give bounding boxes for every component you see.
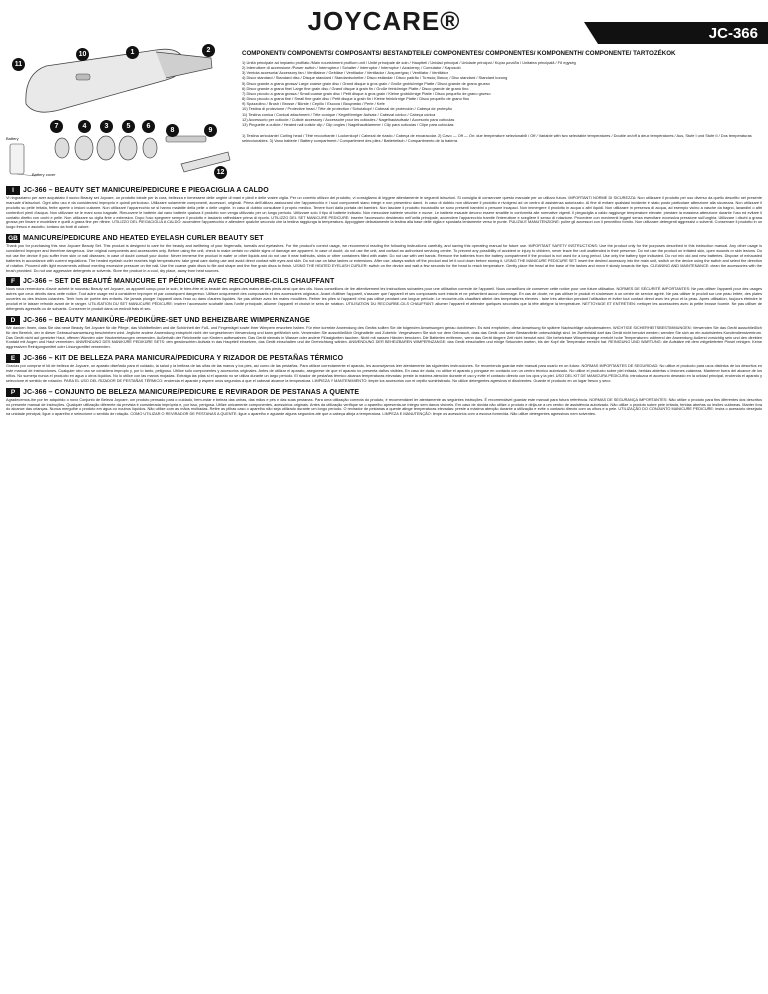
component-item: 1) Unità principale ad impianto profilato /Main nourishment profilum unit / Unité principale de soin / Hauptteil / Unidad principal / Unidade principal / Κύρια μονάδα / Unitatea principală / Fő egység (242, 59, 576, 65)
callout-label: 1 (126, 46, 139, 59)
component-item: 13) Pinguette a cuticle / Heated nail cuticle clip / Clip ongles / Nagelhautklammer / Clip para cutículas / Clipe para cutículas (242, 122, 454, 127)
component-item: 3) Ventola accesoria/ Accessory fan / Ventilateur / Gebläse / Ventilador / Ventilador / Ανεμιστήρας / Ventilator / Ventilátor (242, 70, 449, 76)
component-item: 11) Testina conica / Conical attachment / Tête conique / Kegelförmiger Aufsatz / Cabezal cónico / Cabeça cónica (242, 111, 436, 117)
disc-standard-shape (75, 136, 93, 160)
section-body: Thank you for purchasing this new Joycare Beauty Set. This product is designed to care for the beauty and wellbeing of your fingernails, toenails and eyelashes. For the product's correct usage, we recommend reading the following instructions carefully, and saving this operating manual for future use. IMPORTANT SAFETY INSTRUCTIONS: Use the product only for the purposes described in this instruction manual. Any other usage is considered improper and therefore dangerous. Use original components and accessories only. Before using the unit, check to make certain no visible signs of damage are apparent. In case of doubt, do not use the unit, and contact an authorised servicing centre. To prevent any possibility of accident or injury to children, never leave the unit unattended in their presence. Do not use the product on irritated skin, open wounds or skin lesions. Do not use the device if you suffer from skin or nail diseases; in case of doubt consult your doctor. Never immerse the product in water or other liquids and do not use it near bathtubs, sinks or other containers filled with water. Do not use with wet hands. Remove the batteries from the battery compartment if the product is not used for a long period. Use only the battery type indicated. Do not mix old and new batteries. Dispose of exhausted batteries in accordance with current regulations. The heated eyelash curler reaches high temperatures: take great care during use and avoid direct contact with eyes and skin. Do not use on false lashes or extensions. After use, always switch off the product and let it cool down before storing it. USING THE MANICURE PEDICURE SET: insert the desired accessory into the main unit, switch on the device using the switch and select the direction of rotation. Proceed with light movements without exerting excessive pressure on the nail. Use the coarse grain discs to file and shape and the fine grain discs to finish. USING THE HEATED EYELASH CURLER: switch on the device and wait a few seconds for the head to reach temperature. Gently place the head at the base of the lashes and move it slowly towards the tips. CLEANING AND MAINTENANCE: clean the accessories with the brush provided. Do not use aggressive detergents or solvents. Store the product in a cool, dry place, away from heat sources. (6, 244, 762, 273)
section-body: Wir danken Ihnen, dass Sie das neue Beauty Set Joycare für die Pflege, das Wohlbefinden und die Schönheit der Fuß- und Fingernägel sowie Ihrer Wimpern erworben haben. Für eine korrekte Anwendung des Geräts sollten Sie die folgenden Anweisungen genau durchlesen. Es wird empfohlen, diese Anweisung für spätere Nachschläge aufzubewahren. WICHTIGE SICHERHEITSBESTIMMUNGEN: Verwenden Sie das Gerät ausschließlich für den Bereich, der in dieser Gebrauchsanweisung beschrieben wird. Jegliche andere Anwendung entspricht nicht der vorgesehenen Verwendung und kann gefährlich sein. Verwenden Sie ausschließlich Originalteile und Zubehör. Vergewissern Sie sich vor dem Gebrauch, dass das Gerät und seine Bestandteile unbeschädigt sind. Im Zweifelsfall darf das Gerät nicht benutzt werden; wenden Sie sich an ein autorisiertes Kundendienstzentrum. Das Gerät nicht auf gereizter Haut, offenen Wunden oder Hautverletzungen verwenden. Außerhalb der Reichweite von Kindern aufbewahren. Das Gerät niemals in Wasser oder andere Flüssigkeiten tauchen. Nicht mit nassen Händen benutzen. Die Batterien entfernen, wenn das Gerät längere Zeit nicht benutzt wird. Die beheizbare Wimpernzange erreicht hohe Temperaturen: während der Anwendung äußerst vorsichtig sein und den direkten Kontakt mit Augen und Haut vermeiden. ANWENDUNG DES MANIKÜRE PEDIKÜRE SETS: den gewünschten Aufsatz in das Hauptteil einsetzen, das Gerät einschalten und die Drehrichtung wählen. ANWENDUNG DER BEHEIZBAREN WIMPERNZANGE: das Gerät einschalten und einige Sekunden warten, bis der Kopf die Temperatur erreicht hat. REINIGUNG UND WARTUNG: die Aufsätze mit dem mitgelieferten Pinsel reinigen. Keine aggressiven Reinigungsmittel oder Lösungsmittel verwenden. (6, 325, 762, 350)
language-badge: E (6, 354, 20, 363)
section-es (6, 354, 762, 384)
component-item: 12) Accessorio per cuticole / Cuticle accessory / Accessoire pour les cuticules / Nagelhautaufsatz / Accesorio para cutículas (242, 116, 455, 122)
section-de (6, 316, 762, 350)
section-pt (6, 388, 762, 418)
component-item: 2) Interruttore di accensione /Power switch / Interrupteur / Schalter / Interruptor / Interruptor / Διακόπτης / Comutator / Kapcsoló (242, 64, 461, 70)
callout-label: 2 (202, 44, 215, 57)
product-drawing (6, 44, 234, 184)
component-item: 7) Disco piccolo a grana grossa / Small coarse grain disc / Petit disque à gros grain / Kleine grobkörnige Platte / Disco pequeño de grano grueso (242, 90, 491, 96)
section-title: MANICURE/PEDICURE AND HEATED EYELASH CURLER BEAUTY SET (23, 235, 264, 243)
components-title: COMPONENTI/ COMPONENTS/ COMPOSANTS/ BESTANDTEILE/ COMPONENTES/ COMPONENTES/ KOMPONENTH/ COMPONENTE/ TARTOZÉKOK (242, 50, 676, 57)
component-item: 6) Disco grande a grana fine/ Large fine grain disc / Grand disque à grain fin / Große feinkörnige Platte / Disco grande de grano fino (242, 85, 469, 91)
components-note: 1) Testina arricciante/ Curling head / Tête recourbante / Lockenkopf / Cabezal de rizado / Cabeça de encaracolar. 2) Cavo — Off — On: due temperature selezionabili / Off / Variable with two selectable temperatures / Double on/off à deux températures / Aus, Stufe I und Stufe II / Dos temperaturas seleccionables. 3) Vano batterie / Battery compartment / Compartiment des piles / Batteriefach / Compartimento de la batería. (242, 133, 752, 144)
callout-label: 9 (204, 124, 217, 137)
language-badge: I (6, 186, 20, 195)
battery-shape (10, 144, 24, 174)
section-title: JC-366 – CONJUNTO DE BELEZA MANICURE/PEDICURE E REVIRADOR DE PESTANAS A QUENTE (23, 388, 360, 396)
language-badge: P (6, 388, 20, 397)
brand-name: JOYCARE (307, 6, 441, 36)
brand-registered-mark: ® (440, 6, 461, 36)
language-badge: D (6, 316, 20, 325)
callout-label: 3 (100, 120, 113, 133)
disc-large-fine-shape (119, 136, 137, 160)
callout-label: 7 (50, 120, 63, 133)
section-title: JC-366 – KIT DE BELLEZA PARA MANICURA/PEDICURA Y RIZADOR DE PESTAÑAS TÉRMICO (23, 355, 344, 363)
model-number: JC-366 (598, 22, 768, 44)
callout-label: 4 (78, 120, 91, 133)
battery-cover-label: Battery cover (32, 172, 56, 177)
language-badge: F (6, 277, 20, 286)
component-item: 5) Disco grande a grana grossa/ Large coarse grain disc / Grand disque à gros grain / Große grobkörnige Platte / Disco grande de grano grueso (242, 80, 490, 86)
callout-label: 5 (122, 120, 135, 133)
battery-label: Battery (6, 136, 19, 141)
component-item: 4) Disco standard / Standard disc / Disque standard / Standardscheibe / Disco estándar / Disco padrão / Τυπικός δίσκος / Disc standard / Standard korong (242, 75, 508, 81)
instruction-sections (6, 186, 762, 421)
callout-label: 12 (214, 166, 227, 179)
callout-label: 6 (142, 120, 155, 133)
section-title: JC-366 – BEAUTY MANIKÜRE-/PEDIKÜRE-SET UND BEHEIZBARE WIMPERNZANGE (23, 316, 310, 324)
callout-label: 10 (76, 48, 89, 61)
callout-label: 8 (166, 124, 179, 137)
section-title: JC-366 – SET DE BEAUTÉ MANUCURE ET PÉDICURE AVEC RECOURBE-CILS CHAUFFANT (23, 278, 335, 286)
language-badge: GB (6, 234, 20, 243)
section-title: JC-366 – BEAUTY SET MANICURE/PEDICURE E PIEGACIGLIA A CALDO (23, 187, 269, 194)
header (0, 0, 768, 40)
section-gb (6, 234, 762, 273)
section-body: Nous vous remercions d'avoir acheté le nouveau Beauty set Joycare, un appareil conçu pour le soin, le bien-être et la beauté des ongles des mains et des pieds ainsi que des cils. Nous conseillons de lire attentivement les instructions suivantes pour une utilisation correcte de l'appareil. Nous conseillons de conserver cette notice pour une future utilisation. NORMES DE SÉCURITÉ IMPORTANTES: Ne pas utiliser l'appareil pour des usages autres que ceux décrits dans cette notice. Tout autre usage est à considérer impropre et par conséquent dangereux. Utiliser uniquement des composants et des accessoires originaux. Avant d'utiliser l'appareil, s'assurer que l'appareil et ses composants sont intacts et ne présentent aucun dommage. En cas de doute, ne pas utiliser le produit et s'adresser à un centre de service agréé. Ne pas utiliser le produit sur une peau irritée, des plaies ouvertes ou des lésions cutanées. Tenir hors de portée des enfants. Ne jamais plonger l'appareil dans l'eau ou dans d'autres liquides. Ne pas utiliser avec les mains mouillées. Retirer les piles si l'appareil n'est pas utilisé pendant une longue période. Le recourbe-cils chauffant atteint des températures élevées : faire très attention pendant l'utilisation et éviter tout contact direct avec les yeux et la peau. Après utilisation, toujours éteindre le produit et le laisser refroidir avant de le ranger. UTILISATION DU SET MANUCURE PÉDICURE: insérer l'accessoire souhaité dans l'unité principale, allumer l'appareil et choisir le sens de rotation. UTILISATION DU RECOURBE-CILS CHAUFFANT: allumer l'appareil et attendre quelques secondes que la tête atteigne la température. NETTOYAGE ET ENTRETIEN: nettoyer les accessoires avec la petite brosse fournie. Ne pas utiliser de détergents agressifs ou de solvants. Conserver le produit dans un endroit frais et sec. (6, 287, 762, 311)
section-it (6, 186, 762, 230)
disc-small-coarse-shape (55, 138, 69, 158)
switch-shape (76, 74, 90, 80)
components-list (242, 50, 762, 144)
section-fr (6, 277, 762, 311)
disc-attachments (55, 136, 157, 160)
component-item: 10) Testina di protezione / Protective head / Tête de protection / Schutzkopf / Cabezal de protección / Cabeça de proteção (242, 106, 452, 112)
callout-label: 11 (12, 58, 25, 71)
disc-small-fine-shape (143, 138, 157, 158)
component-item: 8) Disco piccolo a grana fine / Small fine grain disc / Petit disque à grain fin / Kleine feinkörnige Platte / Disco pequeño de grano fino (242, 96, 470, 102)
product-illustration (6, 44, 234, 184)
section-body: Agradecemos-lhe por ter adquirido o novo Conjunto de Beleza Joycare, um produto pensado para o cuidado, bem-estar e beleza das unhas, das mãos e pés e das suas pestanas. Para uma utilização correcta do produto, é recomendável ler atentamente as seguintes instruções. É recomendável guardar este manual para futura referência. NORMAS DE SEGURANÇA IMPORTANTES: Não utilize o produto para fins diferentes dos descritos no presente manual de instruções. Qualquer utilização diferente da prevista é considerada imprópria e, por isso, perigosa. Utilize unicamente componentes, acessórios originais. Antes da utilização verifique se o aparelho apresenta-se íntegro sem danos visíveis. Em caso de dúvida não utilize o produto e dirija-se a um centro de assistência autorizado. Não utilize o produto sobre pele irritada, feridas abertas ou lesões cutâneas. Manter fora do alcance das crianças. Nunca mergulhe o produto em água ou noutros líquidos. Não utilize com as mãos molhadas. Retire as pilhas caso o aparelho não seja utilizado durante um longo período. O revirador de pestanas a quente atinge temperaturas elevadas: preste a máxima atenção durante a utilização e evite o contacto directo com os olhos e a pele. UTILIZAÇÃO DO CONJUNTO MANICURE PEDICURE: insira o acessório desejado na unidade principal, ligue o aparelho e seleccione o sentido de rotação. COMO UTILIZAR O REVIRADOR DE PESTANAS A QUENTE: ligue o aparelho e aguarde alguns segundos até que a cabeça atinja a temperatura. LIMPEZA E MANUTENÇÃO: limpe os acessórios com a escova fornecida. Não utilize detergentes agressivos nem solventes. (6, 397, 762, 417)
section-body: Vi ringraziamo per aver acquistato il nuovo Beauty set Joycare, un prodotto ideale per la cura, bellezza e benessere delle unghie di mani e piedi e delle vostre ciglia. Per un corretto utilizzo del prodotto, vi consigliamo di leggere attentamente le seguenti istruzioni. Si consiglia di conservare questo manuale per un utilizzo futuro. IMPORTANTI NORME DI SICUREZZA: Non utilizzare il prodotto per uso diverso da quello descritto nel presente manuale d'istruzioni. Ogni altro uso è da considerarsi improprio e quindi pericoloso. Utilizzare solamente componenti, accessori, originali. Prima dell'utilizzo assicurarsi che l'apparecchio e i suoi componenti siano integri e non presentino danni. In caso di dubbio non utilizzare il prodotto e rivolgersi ad un centro di assistenza autorizzato. Al fine di evitare qualsiasi incidente è stato posto particolare attenzione alla sicurezza. Non utilizzare il prodotto su pelle irritata, ferite aperte o lesioni cutanee. Non utilizzare l'apparecchio se si hanno malattie della pelle o delle unghie. In caso di dubbio consultare il proprio medico. Tenere fuori dalla portata dei bambini. Non lasciare il prodotto incustodito se sono presenti bambini o persone incapaci. Non immergere il prodotto in acqua o altri liquidi. Non utilizzare in presenza di acqua, ad esempio vicino a vasche da bagno, lavandini o altri contenitori pieni d'acqua. Non utilizzare se le mani sono bagnate. Rimuovere le batterie dal vano batterie qualora il prodotto non venga utilizzato per un lungo periodo. Utilizzare solo il tipo di batterie indicato. Non mescolare batterie vecchie e nuove. Le batterie esauste devono essere smaltite in conformità alle normative vigenti. Il piegaciglia a caldo raggiunge temperature elevate: prestare la massima attenzione durante l'uso ed evitare il contatto diretto con occhi e pelle. Non utilizzare su ciglia finte o extension. Dopo l'uso spegnere sempre il prodotto e lasciarlo raffreddare prima di riporlo. UTILIZZO DEL SET MANICURE PEDICURE: inserire l'accessorio desiderato nell'unità principale, accendere l'apparecchio tramite l'interruttore e scegliere il senso di rotazione. Procedere con movimenti leggeri senza esercitare eccessiva pressione sull'unghia. Utilizzare i dischi a grana grossa per limare e modellare e quelli a grana fine per rifinire. UTILIZZO DEL PIEGACIGLIA A CALDO: accendere l'apparecchio e attendere qualche secondo che la testina raggiunga la temperatura. Appoggiare delicatamente la testina alla base delle ciglia e spostarla lentamente verso le punte. PULIZIA E MANUTENZIONE: pulire gli accessori con il pennellino fornito. Non utilizzare detergenti aggressivi o solventi. Conservare il prodotto in un luogo fresco e asciutto, lontano da fonti di calore. (6, 196, 762, 230)
component-item: 9) Spazzolino / Brush / Brosse / Bürste / Cepillo / Escova / Βουρτσάκι / Perie / Kefe (242, 101, 385, 107)
section-body: Gracias por comprar el kit de belleza de Joycare, un aparato diseñado para el cuidado, la salud y la belleza de las uñas de las manos y los pies, así como de las pestañas. Para utilizar correctamente el aparato, les aconsejamos leer atentamente las siguientes instrucciones. Se recomienda guardar este manual para usarlo en un futuro. NORMAS IMPORTANTES DE SEGURIDAD: No utilice el producto para usos distintos de los descritos en este manual de instrucciones. Cualquier otro uso se considera impropio y, por lo tanto, peligroso. Utilice sólo componentes y accesorios originales. Antes de utilizar el aparato, asegúrese de que el aparato no presenta daños visibles. En caso de duda, no utilice el aparato y póngase en contacto con un centro técnico autorizado. No utilice el producto sobre piel irritada, heridas abiertas o lesiones cutáneas. Mantener fuera del alcance de los niños. No sumerja nunca el producto en agua u otros líquidos. No lo utilice con las manos mojadas. Extraiga las pilas si el aparato no se utiliza durante un largo periodo. El rizador de pestañas térmico alcanza temperaturas elevadas: preste la máxima atención durante el uso y evite el contacto directo con los ojos y la piel. USO DEL KIT DE MANICURA PEDICURA: introduzca el accesorio deseado en la unidad principal, encienda el aparato y seleccione el sentido de rotación. PARA EL USO DEL RIZADOR DE PESTAÑAS TÉRMICO: encienda el aparato y espere unos segundos a que el cabezal alcance la temperatura. LIMPIEZA Y MANTENIMIENTO: limpie los accesorios con el cepillo suministrado. No utilice detergentes agresivos ni disolventes. Guarde el producto en un lugar fresco y seco. (6, 364, 762, 383)
disc-large-coarse-shape (97, 136, 115, 160)
